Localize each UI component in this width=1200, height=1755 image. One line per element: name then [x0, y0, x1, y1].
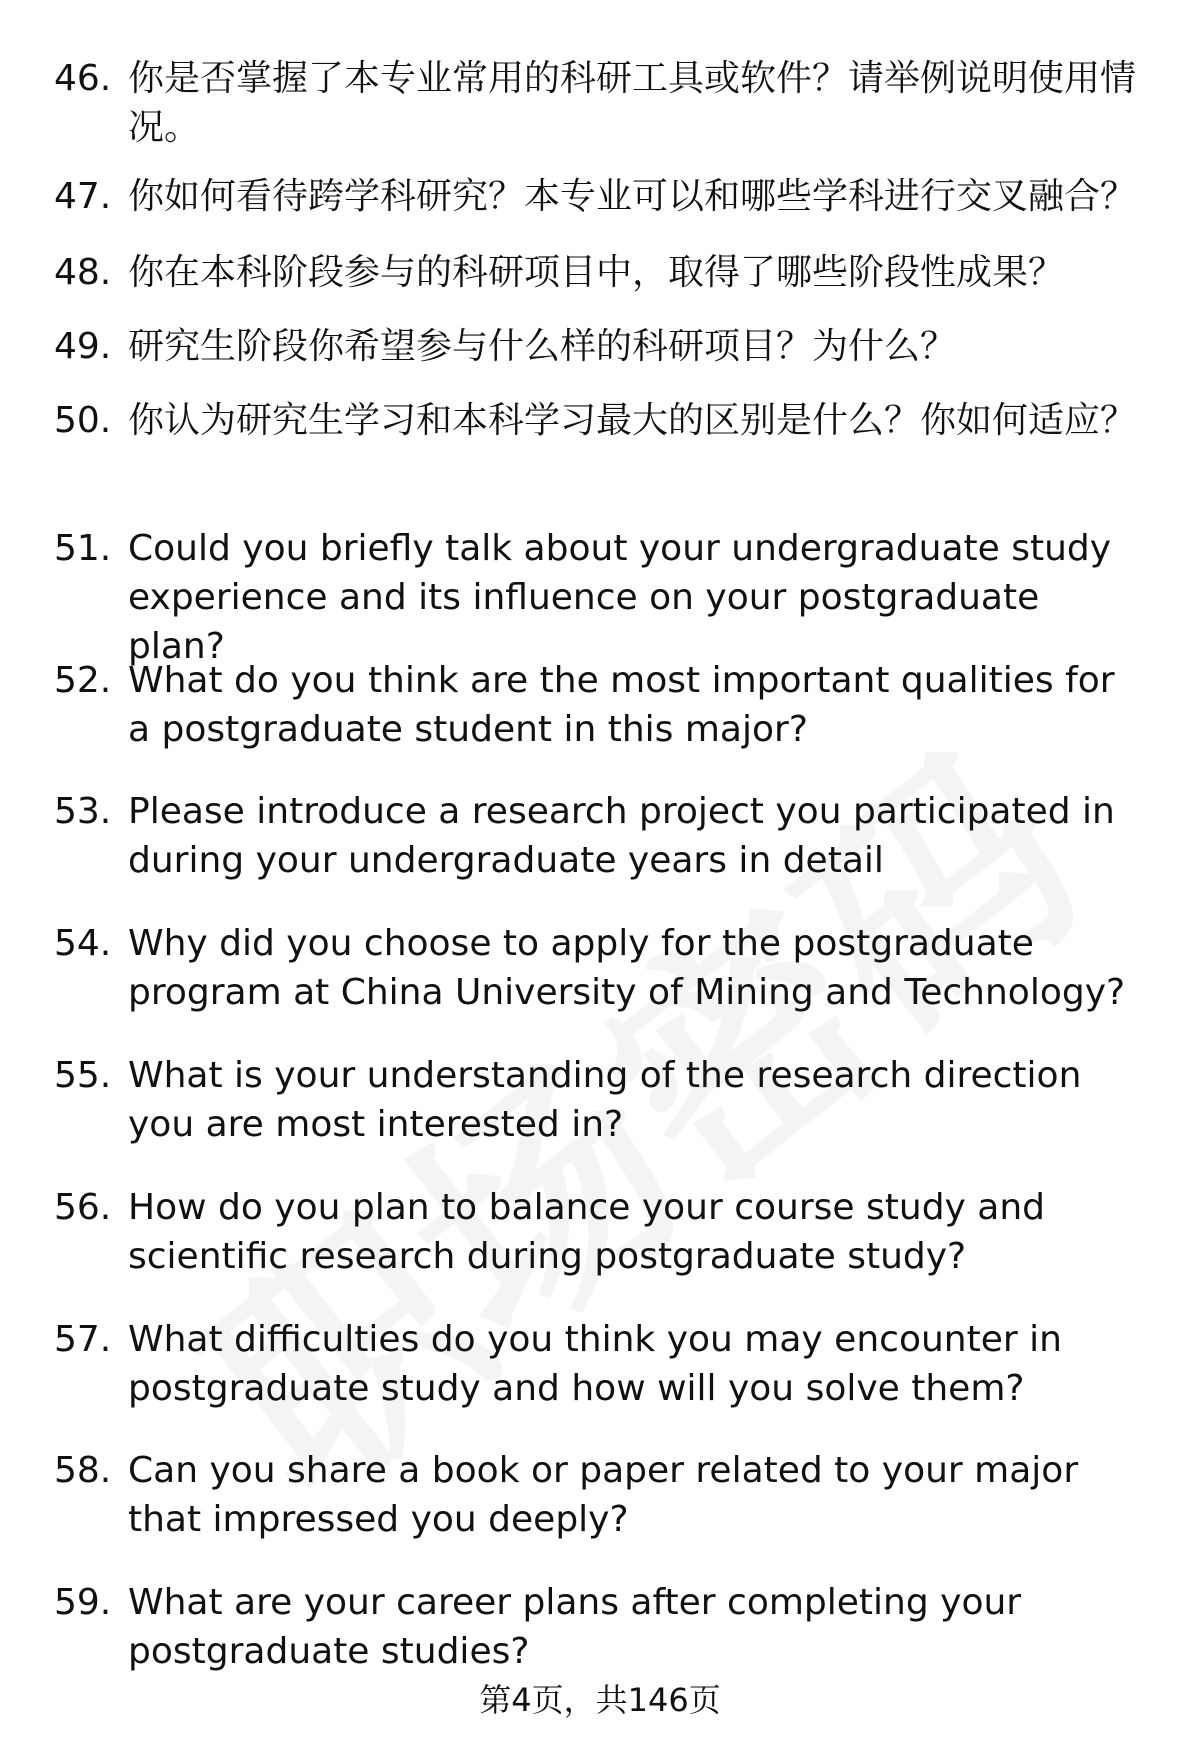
question-item: [54, 524, 1154, 671]
question-number: 56.: [54, 1187, 112, 1228]
question-text: What difficulties do you think you may encounter in postgraduate study and how will you solve them?: [128, 1319, 1062, 1409]
question-text: Could you briefly talk about your undergraduate study experience and its influence on your postgraduate plan?: [128, 528, 1112, 667]
question-item: [54, 1578, 1154, 1676]
question-number: 55.: [54, 1055, 112, 1096]
question-item: [54, 1315, 1154, 1413]
question-item: [54, 1183, 1154, 1281]
question-item: [54, 1446, 1154, 1544]
question-number: 54.: [54, 923, 112, 964]
question-number: 50.: [54, 400, 112, 441]
question-text: How do you plan to balance your course study and scientific research during postgraduate study?: [128, 1187, 1046, 1277]
question-text: 你是否掌握了本专业常用的科研工具或软件？请举例说明使用情况。: [128, 58, 1137, 148]
question-item: [54, 1051, 1154, 1149]
question-item: [54, 919, 1154, 1017]
question-number: 58.: [54, 1450, 112, 1491]
question-text: 你认为研究生学习和本科学习最大的区别是什么？你如何适应？: [128, 400, 1137, 441]
question-text: Why did you choose to apply for the postgraduate program at China University of Mining and Technology?: [128, 923, 1126, 1013]
question-item: [54, 54, 1154, 152]
question-item: [54, 248, 1154, 297]
question-number: 59.: [54, 1582, 112, 1623]
question-number: 52.: [54, 660, 112, 701]
question-number: 47.: [54, 176, 112, 217]
page-number-label: 第4页，共146页: [479, 1681, 721, 1719]
question-number: 53.: [54, 791, 112, 832]
page-footer: [0, 1678, 1200, 1722]
question-item: [54, 787, 1154, 885]
question-text: 研究生阶段你希望参与什么样的科研项目？为什么？: [128, 326, 957, 367]
question-text: Can you share a book or paper related to your major that impressed you deeply?: [128, 1450, 1079, 1540]
question-item: [54, 396, 1154, 445]
question-text: Please introduce a research project you participated in during your undergraduate years in detail: [128, 791, 1115, 881]
question-text: 你在本科阶段参与的科研项目中，取得了哪些阶段性成果？: [128, 252, 1065, 293]
question-number: 51.: [54, 528, 112, 569]
question-number: 46.: [54, 58, 112, 99]
question-item: [54, 656, 1154, 754]
question-number: 49.: [54, 326, 112, 367]
question-text: What are your career plans after completing your postgraduate studies?: [128, 1582, 1022, 1672]
question-number: 48.: [54, 252, 112, 293]
question-number: 57.: [54, 1319, 112, 1360]
question-text: What do you think are the most important qualities for a postgraduate student in this major?: [128, 660, 1115, 750]
question-item: [54, 322, 1154, 371]
question-item: [54, 172, 1154, 221]
question-text: What is your understanding of the research direction you are most interested in?: [128, 1055, 1082, 1145]
question-text: 你如何看待跨学科研究？本专业可以和哪些学科进行交叉融合？: [128, 176, 1137, 217]
